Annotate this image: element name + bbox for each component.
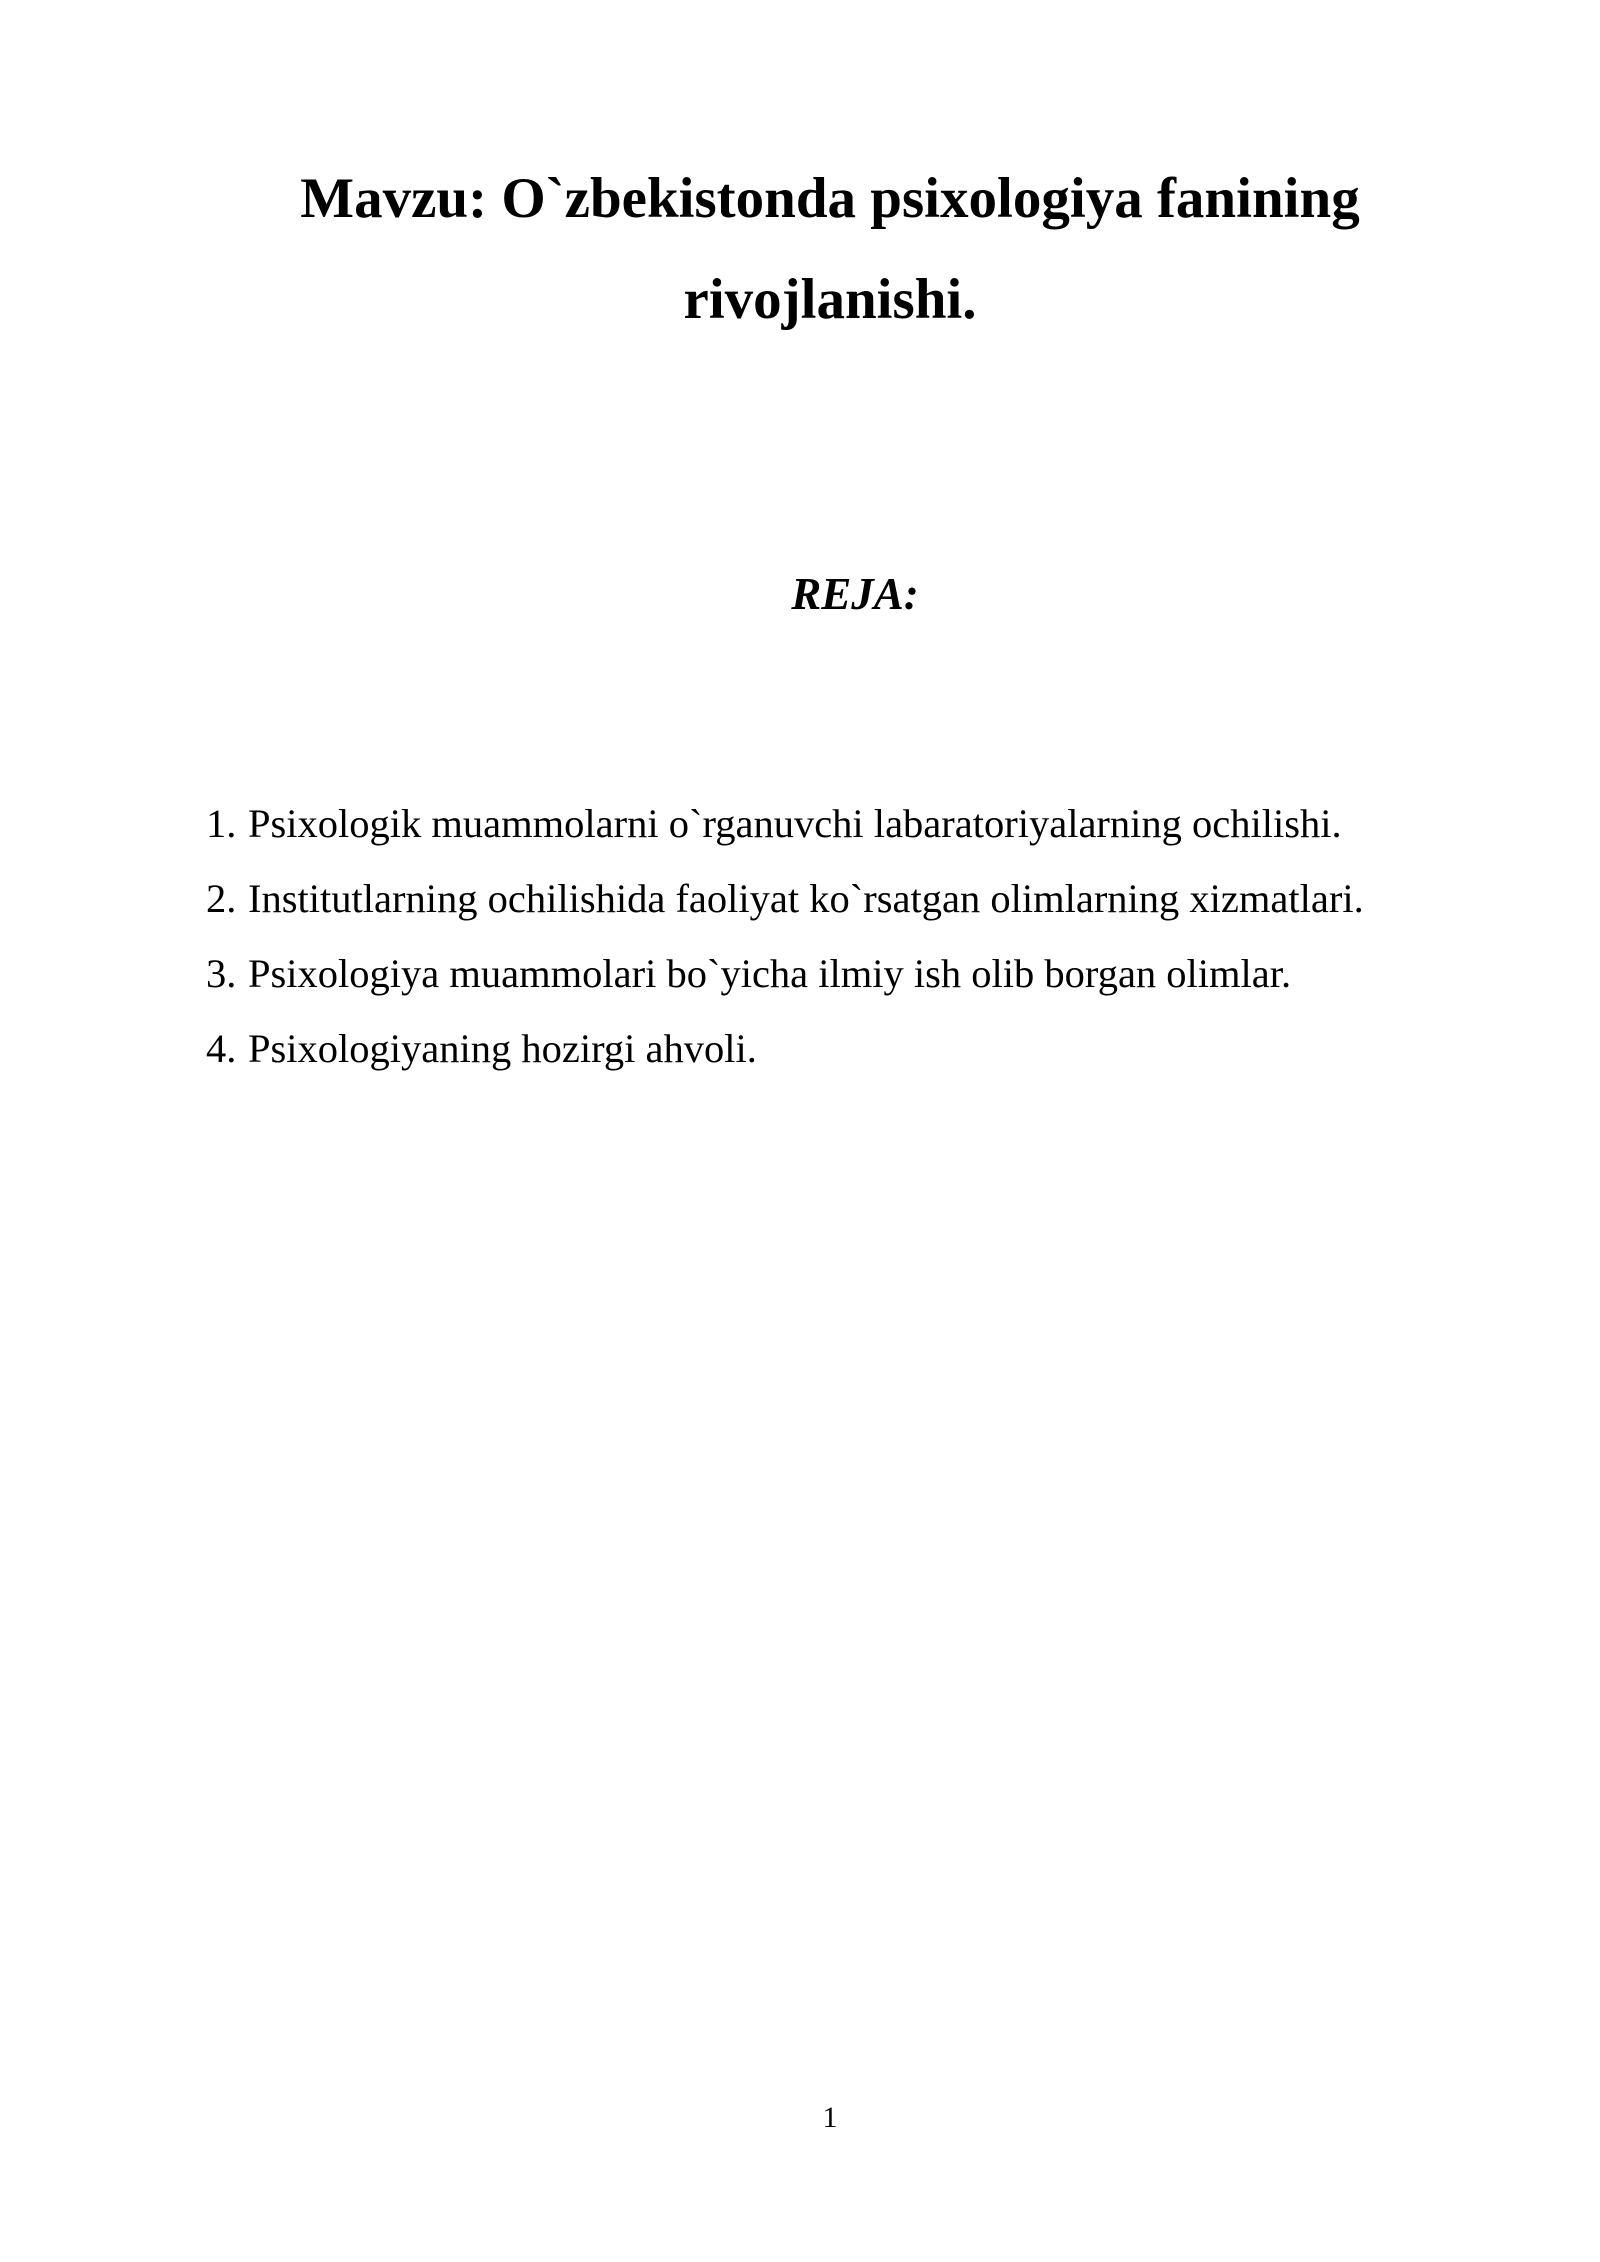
plan-item bbox=[206, 936, 1506, 1011]
plan-item bbox=[206, 861, 1506, 936]
document-title bbox=[200, 148, 1460, 350]
plan-item-number: 3. bbox=[206, 951, 237, 996]
title-line-2: rivojlanishi. bbox=[683, 268, 977, 331]
plan-item-number: 1. bbox=[206, 801, 237, 846]
plan-item-text: Institutlarning ochilishida faoliyat ko`rsatgan olimlarning xizmatlari. bbox=[248, 876, 1364, 921]
plan-item-text: Psixologiyaning hozirgi ahvoli. bbox=[248, 1026, 757, 1071]
title-line-1: Mavzu: O`zbekistonda psixologiya fanining bbox=[300, 167, 1360, 230]
plan-heading: REJA: bbox=[791, 569, 919, 619]
plan-item bbox=[206, 786, 1506, 861]
plan-list bbox=[206, 786, 1506, 1086]
plan-item-text: Psixologik muammolarni o`rganuvchi labaratoriyalarning ochilishi. bbox=[248, 801, 1342, 846]
plan-item-number: 2. bbox=[206, 876, 237, 921]
plan-item bbox=[206, 1011, 1506, 1086]
plan-item-number: 4. bbox=[206, 1026, 237, 1071]
plan-item-text: Psixologiya muammolari bo`yicha ilmiy ish olib borgan olimlar. bbox=[248, 951, 1292, 996]
page-number: 1 bbox=[822, 2101, 838, 2134]
